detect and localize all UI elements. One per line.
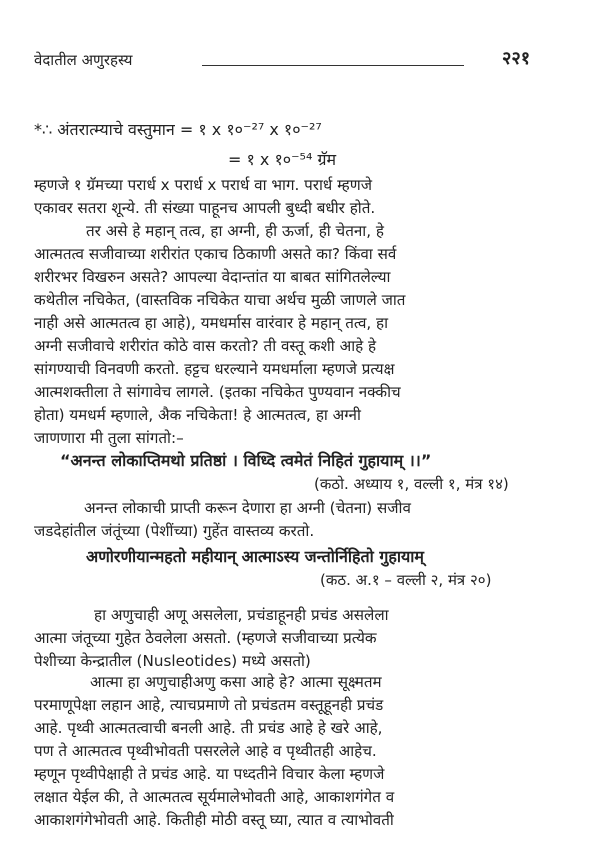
text-line: एकावर सतरा शून्ये. ती संख्या पाहूनच आपली बुध्दी बधीर होते.	[34, 199, 376, 217]
verse-2: अणोरणीयान्महतो महीयान् आत्माऽस्य जन्तोर्निहितो गुहायाम्	[86, 547, 424, 566]
text-line: आत्मशक्तीला ते सांगावेच लागले. (इतका नचिकेत पुण्यवान नक्कीच	[34, 383, 401, 401]
text-line: जडदेहांतील जंतूंच्या (पेशींच्या) गुहेंत वास्तव्य करतो.	[34, 522, 315, 540]
text-line: सांगण्याची विनवणी करतो. हट्टच धरल्याने यमधर्माला म्हणजे प्रत्यक्ष	[34, 360, 395, 378]
text-line: आत्मा जंतूच्या गुहेत ठेवलेला असतो. (म्हणजे सजीवाच्या प्रत्येक	[34, 629, 377, 647]
text-line: आहे. पृथ्वी आत्मतत्वाची बनली आहे. ती प्रचंड आहे हे खरे आहे,	[34, 719, 383, 737]
text-line: अग्नी सजीवाचे शरीरांत कोठे वास करतो? ती वस्तू कशी आहे हे	[34, 337, 377, 355]
paragraph-2	[34, 220, 574, 450]
text-line: आकाशगंगेभोवती आहे. कितीही मोठी वस्तू घ्या, त्यात व त्याभोवती	[34, 811, 394, 829]
text-line: शरीरभर विखरुन असते? आपल्या वेदान्तांत या बाबत सांगितलेल्या	[34, 268, 391, 286]
paragraph-4	[34, 604, 574, 673]
text-line: आत्मतत्व सजीवाच्या शरीरांत एकाच ठिकाणी असते का? किंवा सर्व	[34, 245, 397, 263]
text-line: कथेतील नचिकेत, (वास्तविक नचिकेत याचा अर्थच मुळी जाणले जात	[34, 291, 406, 309]
text-line: तर असे हे महान् तत्व, हा अग्नी, ही ऊर्जा, ही चेतना, हे	[86, 222, 384, 240]
text-line: आत्मा हा अणुचाहीअणु कसा आहे हे? आत्मा सूक्ष्मतम	[90, 673, 382, 691]
paragraph-3	[34, 497, 574, 543]
equation-line-2: = १ x १०⁻⁵⁴ ग्रॅम	[228, 150, 337, 169]
text-line: नाही असे आत्मतत्व हा आहे), यमधर्मास वारंवार हे महान् तत्व, हा	[34, 314, 389, 332]
text-line: परमाणूपेक्षा लहान आहे, त्याचप्रमाणे तो प्रचंडतम वस्तूहूनही प्रचंड	[34, 696, 384, 714]
verse-2-reference: (कठ. अ.१ – वल्ली २, मंत्र २०)	[320, 571, 492, 589]
paragraph-1	[34, 174, 574, 220]
text-line: जाणणारा मी तुला सांगतो:–	[34, 429, 184, 447]
verse-1: “अनन्त लोकाप्तिमथो प्रतिष्ठां । विध्दि त्वमेतं निहितं गुहायाम् ।।”	[60, 451, 432, 470]
text-line: पण ते आत्मतत्व पृथ्वीभोवती पसरलेले आहे व पृथ्वीतही आहेच.	[34, 742, 377, 760]
paragraph-5	[34, 671, 574, 832]
running-header-title: वेदातील अणुरहस्य	[34, 51, 133, 69]
page-number: २२१	[502, 48, 531, 69]
text-line: म्हणून पृथ्वीपेक्षाही ते प्रचंड आहे. या पध्दतीने विचार केला म्हणजे	[34, 765, 385, 783]
verse-1-reference: (कठो. अध्याय १, वल्ली १, मंत्र १४)	[314, 475, 509, 493]
text-line: हा अणुचाही अणू असलेला, प्रचंडाहूनही प्रचंड असलेला	[94, 606, 389, 624]
text-line: होता) यमधर्म म्हणाले, अैक नचिकेता! हे आत्मतत्व, हा अग्नी	[34, 406, 361, 424]
equation-line-1: *∴ अंतरात्म्याचे वस्तुमान = १ x १०⁻²⁷ x १०⁻²⁷	[34, 120, 322, 139]
text-line: लक्षात येईल की, ते आत्मतत्व सूर्यमालेभोवती आहे, आकाशगंगेत व	[34, 788, 395, 806]
header-rule	[202, 65, 464, 66]
text-line: म्हणजे १ ग्रॅमच्या परार्ध x परार्ध x परार्ध वा भाग. परार्ध म्हणजे	[34, 176, 372, 194]
text-line: पेशीच्या केन्द्रातील (Nusleotides) मध्ये असतो)	[34, 652, 311, 670]
text-line: अनन्त लोकाची प्राप्ती करून देणारा हा अग्नी (चेतना) सजीव	[84, 499, 411, 517]
